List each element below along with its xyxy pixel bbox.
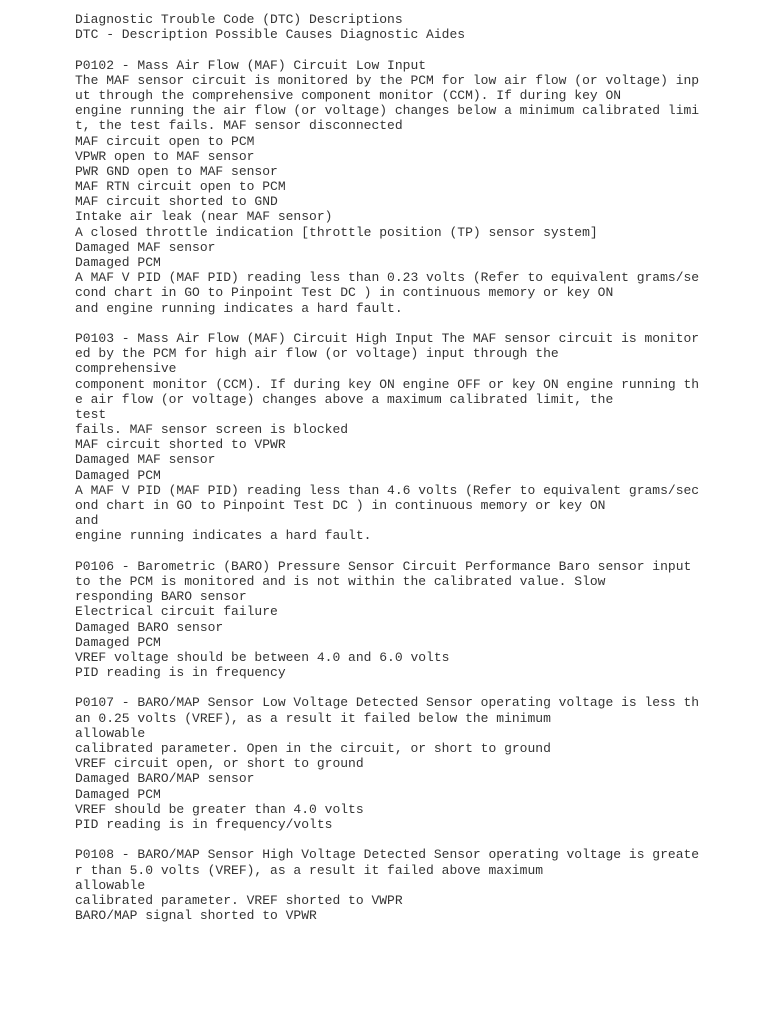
dtc-entry-line: and engine running indicates a hard fault. — [75, 300, 403, 316]
dtc-entry-line: ed by the PCM for high air flow (or voltage) input through the — [75, 346, 559, 362]
dtc-entry-line: Damaged PCM — [75, 467, 161, 483]
dtc-entry-p0102 — [75, 58, 755, 316]
dtc-entry-p0107 — [75, 695, 755, 832]
dtc-entry-line: allowable — [75, 877, 146, 893]
dtc-entry-line: component monitor (CCM). If during key ON engine OFF or key ON engine running th — [75, 376, 700, 392]
dtc-entry-heading: P0108 - BARO/MAP Sensor High Voltage Detected Sensor operating voltage is greate — [75, 847, 700, 863]
dtc-entry-line: cond chart in GO to Pinpoint Test DC ) in continuous memory or key ON — [75, 285, 614, 301]
dtc-entry-line: A closed throttle indication [throttle position (TP) sensor system] — [75, 224, 598, 240]
dtc-entry-line: MAF circuit shorted to VPWR — [75, 437, 286, 453]
dtc-entry-line: The MAF sensor circuit is monitored by the PCM for low air flow (or voltage) inp — [75, 72, 700, 88]
dtc-entry-p0103 — [75, 331, 755, 544]
dtc-entry-line: test — [75, 406, 107, 422]
dtc-entry-line: VREF voltage should be between 4.0 and 6.0 volts — [75, 649, 450, 665]
dtc-entry-line: an 0.25 volts (VREF), as a result it failed below the minimum — [75, 710, 551, 726]
dtc-entry-line: engine running the air flow (or voltage) changes below a minimum calibrated limi — [75, 103, 700, 119]
dtc-entry-line: Damaged PCM — [75, 786, 161, 802]
dtc-entry-line: Damaged BARO sensor — [75, 619, 224, 635]
dtc-entry-line: responding BARO sensor — [75, 589, 247, 605]
document-title: Diagnostic Trouble Code (DTC) Descriptions — [75, 12, 403, 27]
dtc-entry-line: calibrated parameter. Open in the circuit, or short to ground — [75, 741, 551, 756]
dtc-entry-heading: P0103 - Mass Air Flow (MAF) Circuit High Input The MAF sensor circuit is monitor — [75, 330, 700, 346]
document-page — [75, 12, 755, 938]
dtc-entry-line: MAF circuit open to PCM — [75, 133, 255, 149]
dtc-entry-line: BARO/MAP signal shorted to VPWR — [75, 908, 317, 924]
dtc-entry-line: VREF circuit open, or short to ground — [75, 756, 364, 772]
dtc-entry-line: PID reading is in frequency — [75, 665, 286, 681]
dtc-entry-heading: P0107 - BARO/MAP Sensor Low Voltage Detected Sensor operating voltage is less th — [75, 695, 700, 711]
dtc-entry-line: PWR GND open to MAF sensor — [75, 163, 278, 179]
dtc-entry-line: Damaged BARO/MAP sensor — [75, 771, 255, 787]
dtc-entry-p0106 — [75, 559, 755, 681]
dtc-entry-line: t, the test fails. MAF sensor disconnected — [75, 118, 403, 134]
dtc-entry-line: A MAF V PID (MAF PID) reading less than 0.23 volts (Refer to equivalent grams/se — [75, 270, 700, 286]
dtc-entry-line: Damaged PCM — [75, 634, 161, 650]
dtc-entry-line: e air flow (or voltage) changes above a maximum calibrated limit, the — [75, 391, 614, 407]
dtc-entry-line: allowable — [75, 725, 146, 741]
dtc-entry-heading: P0106 - Barometric (BARO) Pressure Sensor Circuit Performance Baro sensor input — [75, 558, 692, 574]
dtc-list — [75, 58, 755, 924]
dtc-entry-line: and — [75, 513, 99, 529]
dtc-entry-heading: P0102 - Mass Air Flow (MAF) Circuit Low Input — [75, 57, 427, 73]
dtc-entry-line: comprehensive — [75, 361, 177, 377]
dtc-entry-line: Damaged PCM — [75, 255, 161, 270]
dtc-entry-line: Intake air leak (near MAF sensor) — [75, 209, 333, 225]
dtc-entry-line: Damaged MAF sensor — [75, 239, 216, 255]
dtc-entry-line: calibrated parameter. VREF shorted to VWPR — [75, 892, 403, 908]
dtc-entry-line: ut through the comprehensive component monitor (CCM). If during key ON — [75, 87, 622, 103]
dtc-entry-line: MAF circuit shorted to GND — [75, 194, 278, 210]
dtc-entry-line: VREF should be greater than 4.0 volts — [75, 801, 364, 817]
dtc-entry-line: Electrical circuit failure — [75, 604, 278, 620]
dtc-entry-line: VPWR open to MAF sensor — [75, 148, 255, 164]
dtc-entry-line: r than 5.0 volts (VREF), as a result it failed above maximum — [75, 862, 544, 878]
dtc-entry-line: ond chart in GO to Pinpoint Test DC ) in continuous memory or key ON — [75, 498, 606, 513]
dtc-entry-line: fails. MAF sensor screen is blocked — [75, 422, 349, 438]
document-header — [75, 12, 755, 42]
dtc-entry-line: Damaged MAF sensor — [75, 452, 216, 468]
dtc-entry-line: MAF RTN circuit open to PCM — [75, 179, 286, 195]
dtc-entry-p0108 — [75, 847, 755, 923]
dtc-entry-line: to the PCM is monitored and is not within the calibrated value. Slow — [75, 573, 606, 589]
document-column-headings: DTC - Description Possible Causes Diagnostic Aides — [75, 27, 466, 43]
dtc-entry-line: PID reading is in frequency/volts — [75, 816, 333, 832]
dtc-entry-line: engine running indicates a hard fault. — [75, 528, 372, 544]
dtc-entry-line: A MAF V PID (MAF PID) reading less than 4.6 volts (Refer to equivalent grams/sec — [75, 482, 700, 498]
